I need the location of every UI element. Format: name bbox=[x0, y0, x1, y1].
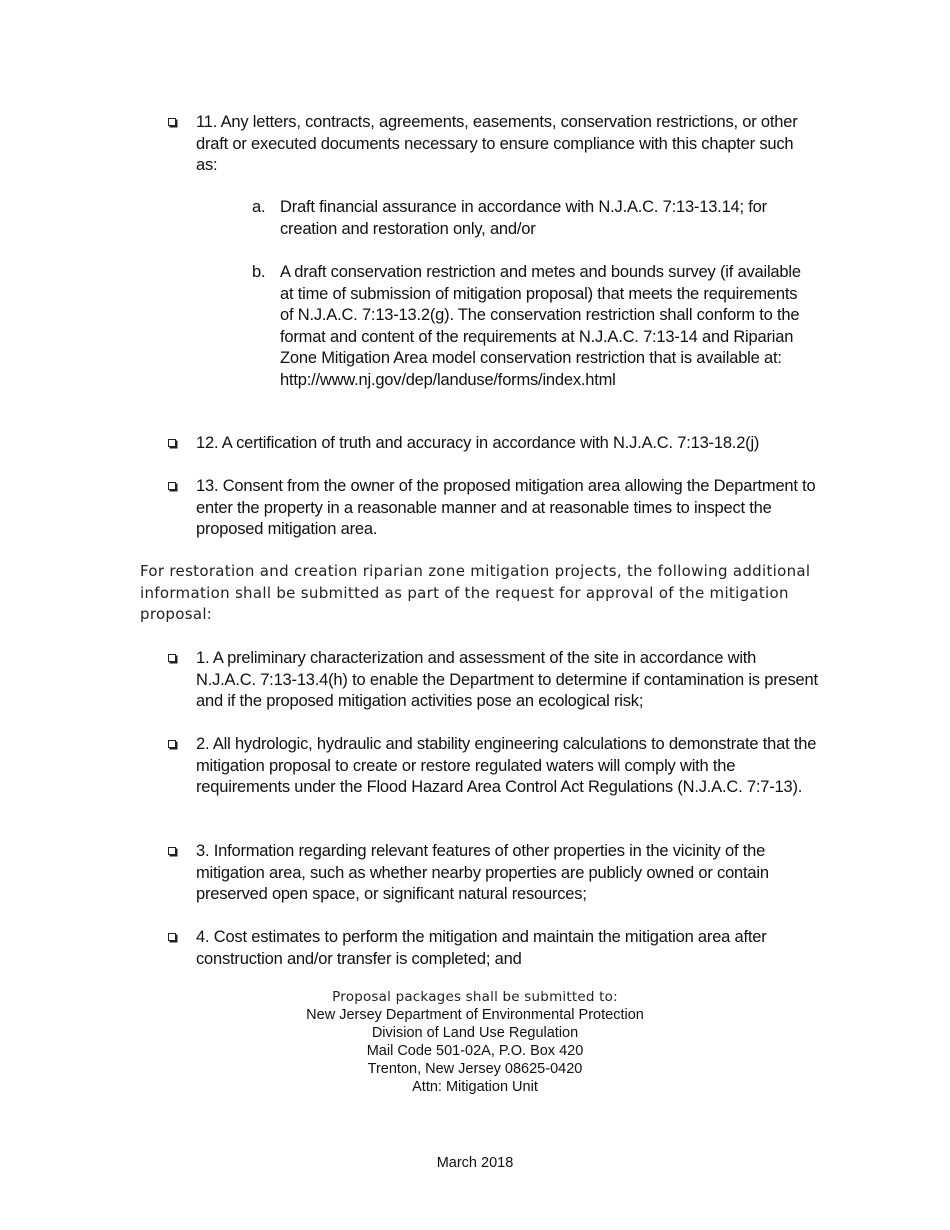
sub-item-text: Draft financial assurance in accordance with N.J.A.C. 7:13-13.14; for creation and restoration only, and/or bbox=[280, 198, 767, 238]
checkbox-bullet-icon bbox=[168, 740, 176, 748]
list-item-13 bbox=[168, 476, 818, 541]
list-item-text: 2. All hydrologic, hydraulic and stability engineering calculations to demonstrate that the mitigation proposal to create or restore regulated waters will comply with the requirements under the Flood Hazard Area Control Act Regulations (N.J.A.C. 7:7-13). bbox=[196, 735, 817, 796]
sub-item-body: A draft conservation restriction and metes and bounds survey (if available at time of submission of mitigation proposal) that meets the requirements of N.J.A.C. 7:13-13.2(g). The conservation restriction shall conform to the format and content of the requirements at N.J.A.C. 7:13-14 and Riparian Zone Mitigation Area model conservation restriction that is available at: bbox=[280, 263, 801, 367]
checkbox-bullet-icon bbox=[168, 482, 176, 490]
submission-address bbox=[0, 988, 950, 1096]
sub-item-marker: a. bbox=[252, 198, 266, 216]
list-item-text: 11. Any letters, contracts, agreements, easements, conservation restrictions, or other draft or executed documents necessary to ensure compliance with this chapter such as: bbox=[196, 113, 798, 174]
checkbox-bullet-icon bbox=[168, 847, 176, 855]
list-item-2 bbox=[168, 734, 818, 799]
sub-item-b bbox=[252, 262, 812, 391]
list-item-text: 13. Consent from the owner of the proposed mitigation area allowing the Department to enter the property in a reasonable manner and at reasonable times to inspect the proposed mitigation area. bbox=[196, 477, 816, 538]
document-date: March 2018 bbox=[436, 1155, 514, 1171]
list-item-12 bbox=[168, 433, 828, 455]
checkbox-bullet-icon bbox=[168, 439, 176, 447]
address-line-attn: Attn: Mitigation Unit bbox=[412, 1079, 538, 1095]
sub-item-marker: b. bbox=[252, 263, 266, 281]
submission-lead: Proposal packages shall be submitted to: bbox=[332, 989, 618, 1005]
checkbox-bullet-icon bbox=[168, 933, 176, 941]
address-line-city: Trenton, New Jersey 08625-0420 bbox=[367, 1061, 583, 1077]
list-item-text: 4. Cost estimates to perform the mitigation and maintain the mitigation area after construction and/or transfer is completed; and bbox=[196, 928, 767, 968]
list-item-4 bbox=[168, 927, 818, 970]
list-item-1 bbox=[168, 648, 818, 713]
intro-paragraph: For restoration and creation riparian zone mitigation projects, the following additional information shall be submitted as part of the request for approval of the mitigation proposal: bbox=[140, 562, 811, 623]
list-item-11 bbox=[168, 112, 818, 177]
sub-item-a bbox=[252, 197, 812, 240]
checkbox-bullet-icon bbox=[168, 654, 176, 662]
list-item-3 bbox=[168, 841, 818, 906]
list-item-text: 1. A preliminary characterization and assessment of the site in accordance with N.J.A.C. 7:13-13.4(h) to enable the Department to determine if contamination is present and if the proposed mitigation activities pose an ecological risk; bbox=[196, 649, 818, 710]
list-item-text: 3. Information regarding relevant features of other properties in the vicinity of the mitigation area, such as whether nearby properties are publicly owned or contain preserved open space, or significant natural resources; bbox=[196, 842, 769, 903]
forms-url-link[interactable]: http://www.nj.gov/dep/landuse/forms/index.html bbox=[280, 370, 616, 389]
address-line-mail-code: Mail Code 501-02A, P.O. Box 420 bbox=[366, 1043, 584, 1059]
sub-item-text bbox=[280, 262, 812, 391]
address-line-division: Division of Land Use Regulation bbox=[371, 1025, 579, 1041]
address-line-agency: New Jersey Department of Environmental Protection bbox=[306, 1007, 644, 1023]
list-item-text: 12. A certification of truth and accuracy in accordance with N.J.A.C. 7:13-18.2(j) bbox=[196, 434, 760, 452]
checkbox-bullet-icon bbox=[168, 118, 176, 126]
